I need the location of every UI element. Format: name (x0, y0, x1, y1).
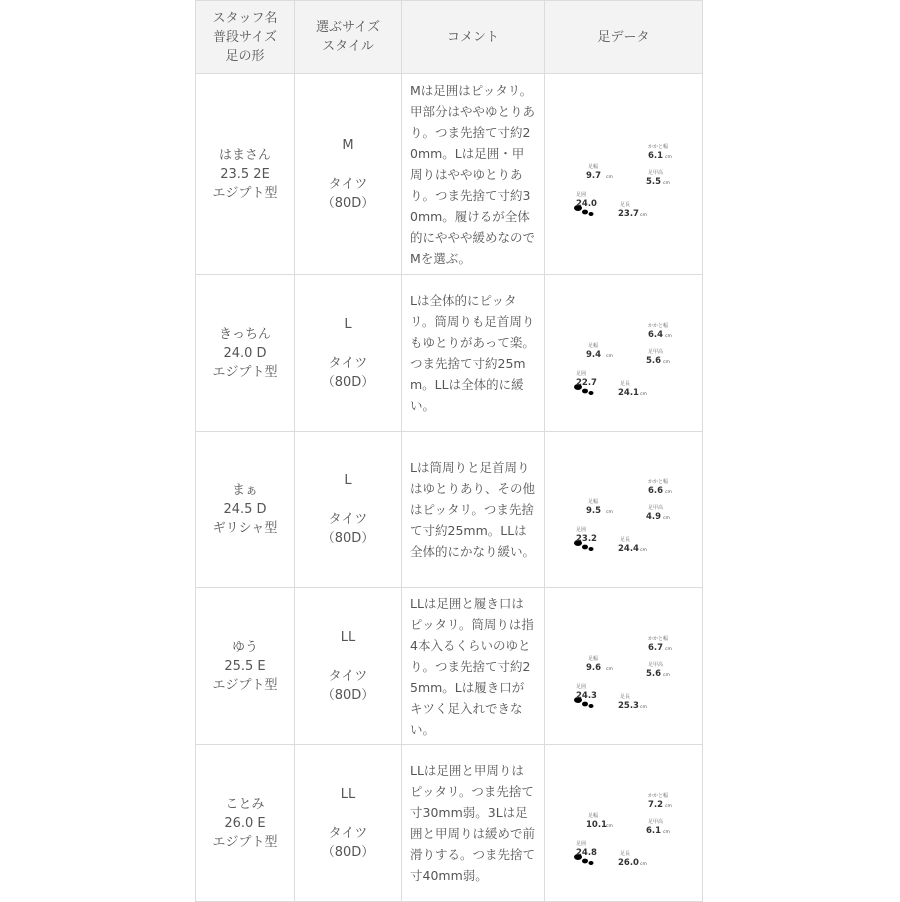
comment-text: LLは足囲と履き口はピッタリ。筒周りは指4本入るくらいのゆとり。つま先捨て寸約25mm。Lは履き口がキツく足入れできない。 (410, 595, 534, 737)
girth-label: 足囲 (575, 527, 586, 533)
chosen-size: LL (340, 629, 356, 645)
svg-text:cm: cm (639, 548, 647, 553)
girth-value: 23.2 (575, 534, 597, 544)
instep-value: 9.5 (585, 506, 601, 516)
staff-name: ことみ (225, 796, 265, 812)
chosen-size: L (344, 473, 352, 488)
header-foot-data: 足データ (545, 1, 703, 74)
foot-data-cell (545, 74, 703, 275)
size-style-cell (295, 275, 402, 432)
svg-text:cm: cm (662, 672, 670, 678)
staff-cell (196, 745, 295, 902)
svg-text:cm: cm (664, 490, 672, 495)
usual-size: 24.5 D (223, 502, 267, 517)
svg-text:cm: cm (605, 666, 613, 672)
foot-diagram (564, 457, 684, 562)
arch-label: 足甲高 (647, 348, 663, 355)
instep-value: 9.4 (585, 349, 601, 360)
staff-name: はまさん (218, 147, 271, 163)
heel-value: 6.4 (647, 329, 663, 340)
style-name: タイツ (328, 355, 368, 371)
foot-labels (576, 322, 672, 398)
foot-shape: エジプト型 (212, 677, 278, 693)
comment-text: Lは筒周りと足首周りはゆとりあり、その他はピッタリ。つま先捨て寸約25mm。LLは全体的にかなり緩い。 (410, 460, 536, 559)
instep-label: 足幅 (587, 499, 598, 505)
table-row (196, 588, 703, 745)
foot-labels (576, 635, 672, 711)
svg-text:cm: cm (639, 391, 647, 397)
svg-text:cm: cm (662, 359, 670, 365)
chosen-size: L (344, 316, 352, 332)
arch-value: 5.6 (645, 355, 661, 366)
staff-name: きっちん (218, 326, 271, 342)
instep-value: 10.1 (585, 819, 607, 830)
length-label: 足長 (619, 380, 630, 387)
style-name: タイツ (328, 825, 368, 841)
size-style-cell (295, 74, 402, 275)
foot-data-cell (545, 275, 703, 432)
arch-label: 足甲高 (647, 505, 663, 511)
comment-cell (402, 745, 545, 902)
length-value: 26.0 (617, 857, 639, 868)
arch-label: 足甲高 (647, 661, 663, 668)
denier: （80D） (321, 195, 375, 211)
foot-data-cell (545, 588, 703, 745)
foot-shape: エジプト型 (212, 185, 278, 201)
header-size-style: 選ぶサイズ スタイル (295, 1, 402, 74)
girth-value: 24.3 (575, 690, 597, 701)
length-label: 足長 (619, 537, 630, 543)
girth-value: 24.8 (575, 847, 597, 858)
comment-cell (402, 275, 545, 432)
staff-cell (196, 74, 295, 275)
size-style-cell (295, 745, 402, 902)
heel-label: かかと幅 (647, 792, 668, 799)
girth-value: 24.0 (575, 198, 597, 209)
length-label: 足長 (619, 201, 630, 208)
usual-size: 26.0 E (224, 815, 266, 831)
girth-label: 足囲 (575, 840, 586, 847)
svg-text:cm: cm (662, 829, 670, 835)
heel-value: 7.2 (647, 799, 663, 810)
staff-name: まぁ (231, 483, 258, 498)
comment-text: Mは足囲はピッタリ。甲部分はややゆとりあり。つま先捨て寸約20mm。Lは足囲・甲周りはややゆとりあり。つま先捨て寸約30mm。履けるが全体的にややや緩めなのでMを選ぶ。 (410, 82, 536, 266)
table-row (196, 432, 703, 588)
svg-text:cm: cm (662, 180, 670, 186)
instep-label: 足幅 (587, 812, 598, 819)
denier: （80D） (321, 687, 375, 703)
staff-name: ゆう (231, 639, 258, 655)
foot-diagram (564, 771, 684, 876)
svg-text:cm: cm (664, 803, 672, 809)
foot-shape: エジプト型 (212, 834, 278, 850)
heel-value: 6.6 (647, 486, 663, 496)
usual-size: 23.5 2E (220, 166, 270, 182)
chosen-size: M (342, 137, 354, 153)
heel-label: かかと幅 (647, 479, 668, 485)
header-staff: スタッフ名 普段サイズ 足の形 (196, 1, 295, 74)
instep-value: 9.7 (585, 170, 601, 181)
denier: （80D） (321, 374, 375, 390)
foot-diagram (564, 301, 684, 406)
girth-label: 足囲 (575, 683, 586, 690)
table-header-row (196, 1, 703, 74)
arch-label: 足甲高 (647, 169, 663, 176)
foot-diagram (564, 614, 684, 719)
svg-text:cm: cm (639, 704, 647, 710)
comment-cell (402, 74, 545, 275)
comment-text: LLは足囲と甲周りはピッタリ。つま先捨て寸30mm弱。3Lは足囲と甲周りは緩めで前滑りする。つま先捨て寸40mm弱。 (410, 763, 536, 883)
denier: （80D） (321, 844, 375, 860)
staff-cell (196, 275, 295, 432)
denier: （80D） (321, 531, 375, 546)
foot-labels (576, 478, 672, 554)
svg-text:cm: cm (662, 516, 670, 521)
arch-value: 4.9 (645, 512, 661, 522)
table-row (196, 74, 703, 275)
arch-label: 足甲高 (647, 818, 663, 825)
style-name: タイツ (328, 512, 368, 527)
length-label: 足長 (619, 850, 630, 857)
instep-label: 足幅 (587, 342, 598, 349)
foot-diagram (564, 122, 684, 227)
heel-value: 6.7 (647, 642, 663, 653)
style-name: タイツ (328, 176, 368, 192)
girth-value: 22.7 (575, 377, 597, 388)
length-value: 24.1 (617, 387, 639, 398)
arch-value: 6.1 (645, 825, 661, 836)
comment-cell (402, 588, 545, 745)
svg-text:cm: cm (605, 510, 613, 515)
svg-text:cm: cm (664, 646, 672, 652)
foot-labels (576, 792, 672, 868)
heel-label: かかと幅 (647, 322, 668, 329)
foot-data-cell (545, 745, 703, 902)
arch-value: 5.5 (645, 176, 661, 187)
comment-cell (402, 432, 545, 588)
staff-size-table (195, 0, 703, 902)
foot-shape: ギリシャ型 (212, 521, 278, 536)
comment-text: Lは全体的にピッタリ。筒周りも足首周りもゆとりがあって楽。つま先捨て寸約25mm。LLは全体的に緩い。 (410, 293, 535, 413)
table-row (196, 275, 703, 432)
svg-text:cm: cm (639, 861, 647, 867)
usual-size: 25.5 E (224, 658, 266, 674)
size-style-cell (295, 432, 402, 588)
svg-text:cm: cm (605, 823, 613, 829)
length-value: 24.4 (617, 544, 639, 554)
foot-data-cell (545, 432, 703, 588)
style-name: タイツ (328, 668, 368, 684)
instep-value: 9.6 (585, 662, 601, 673)
arch-value: 5.6 (645, 668, 661, 679)
heel-label: かかと幅 (647, 143, 668, 150)
svg-text:cm: cm (605, 353, 613, 359)
svg-text:cm: cm (664, 154, 672, 160)
svg-text:cm: cm (664, 333, 672, 339)
girth-label: 足囲 (575, 370, 586, 377)
table-row (196, 745, 703, 902)
foot-labels (576, 143, 672, 219)
size-style-cell (295, 588, 402, 745)
length-value: 25.3 (617, 700, 639, 711)
heel-label: かかと幅 (647, 635, 668, 642)
heel-value: 6.1 (647, 150, 663, 161)
staff-cell (196, 432, 295, 588)
staff-cell (196, 588, 295, 745)
foot-shape: エジプト型 (212, 364, 278, 380)
header-comment: コメント (402, 1, 545, 74)
length-label: 足長 (619, 693, 630, 700)
girth-label: 足囲 (575, 191, 586, 198)
usual-size: 24.0 D (223, 345, 267, 361)
length-value: 23.7 (617, 208, 639, 219)
svg-text:cm: cm (605, 174, 613, 180)
instep-label: 足幅 (587, 655, 598, 662)
svg-text:cm: cm (639, 212, 647, 218)
instep-label: 足幅 (587, 163, 598, 170)
chosen-size: LL (340, 786, 356, 802)
